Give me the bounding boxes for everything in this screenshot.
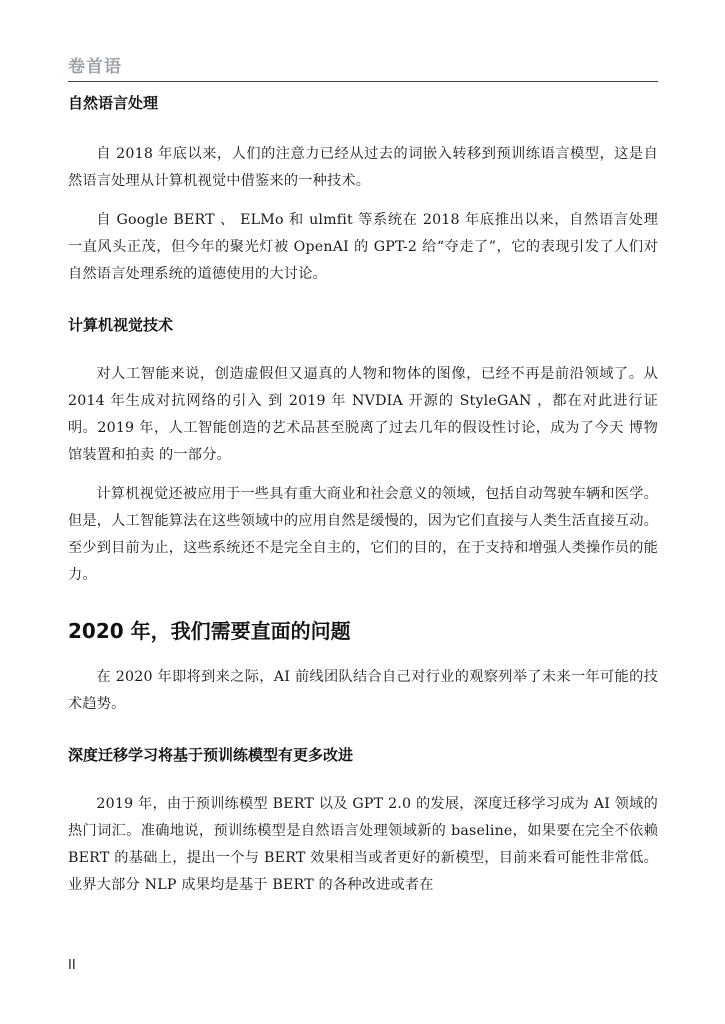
paragraph-nlp-2: 自 Google BERT 、 ELMo 和 ulmfit 等系统在 2018 年底推出以来，自然语言处理一直风头正茂，但今年的聚光灯被 OpenAI 的 GPT-2 给“夺走了”，它的表现引发了人们对 自然语言处理系统的道德使用的大讨论。 (68, 212, 658, 282)
paragraph-nlp-1: 自 2018 年底以来，人们的注意力已经从过去的词嵌入转移到预训练语言模型，这是自然语言处理从计算机视觉中借鉴来的一种技术。 (68, 146, 658, 189)
paragraph-cv-1: 对人工智能来说，创造虚假但又逼真的人物和物体的图像，已经不再是前沿领域了。从 2014 年生成对抗网络的引入 到 2019 年 NVDIA 开源的 StyleGAN ，都在对此进行证明。2019 年，人工智能创造的艺术品甚至脱离了过去几年的假设性讨论，成为了今天 博物馆装置和拍卖 的一部分。 (68, 366, 658, 463)
paragraph-cv-2: 计算机视觉还被应用于一些具有重大商业和社会意义的领域，包括自动驾驶车辆和医学。但是，人工智能算法在这些领域中的应用自然是缓慢的，因为它们直接与人类生活直接互动。至少到目前为止，这些系统还不是完全自主的，它们的目的，在于支持和增强人类操作员的能力。 (68, 486, 658, 583)
section-heading-cv: 计算机视觉技术 (68, 316, 174, 334)
running-header (68, 52, 658, 82)
paragraph-2020-1: 在 2020 年即将到来之际，AI 前线团队结合自己对行业的观察列举了未来一年可能的技术趋势。 (68, 669, 658, 712)
header-title: 卷首语 (68, 57, 122, 77)
section-heading-2020: 2020 年，我们需要直面的问题 (68, 619, 351, 643)
section-heading-transfer-learning: 深度迁移学习将基于预训练模型有更多改进 (68, 746, 354, 764)
page-number: II (68, 958, 76, 973)
paragraph-transfer-learning-1: 2019 年，由于预训练模型 BERT 以及 GPT 2.0 的发展，深度迁移学习成为 AI 领域的热门词汇。准确地说，预训练模型是自然语言处理领域新的 baseline，如果要在完全不依赖 BERT 的基础上，提出一个与 BERT 效果相当或者更好的新模型，目前来看可能性非常低。业界大部分 NLP 成果均是基于 BERT 的各种改进或者在 (68, 796, 658, 893)
page-content (68, 92, 658, 899)
section-heading-nlp: 自然语言处理 (68, 94, 159, 112)
